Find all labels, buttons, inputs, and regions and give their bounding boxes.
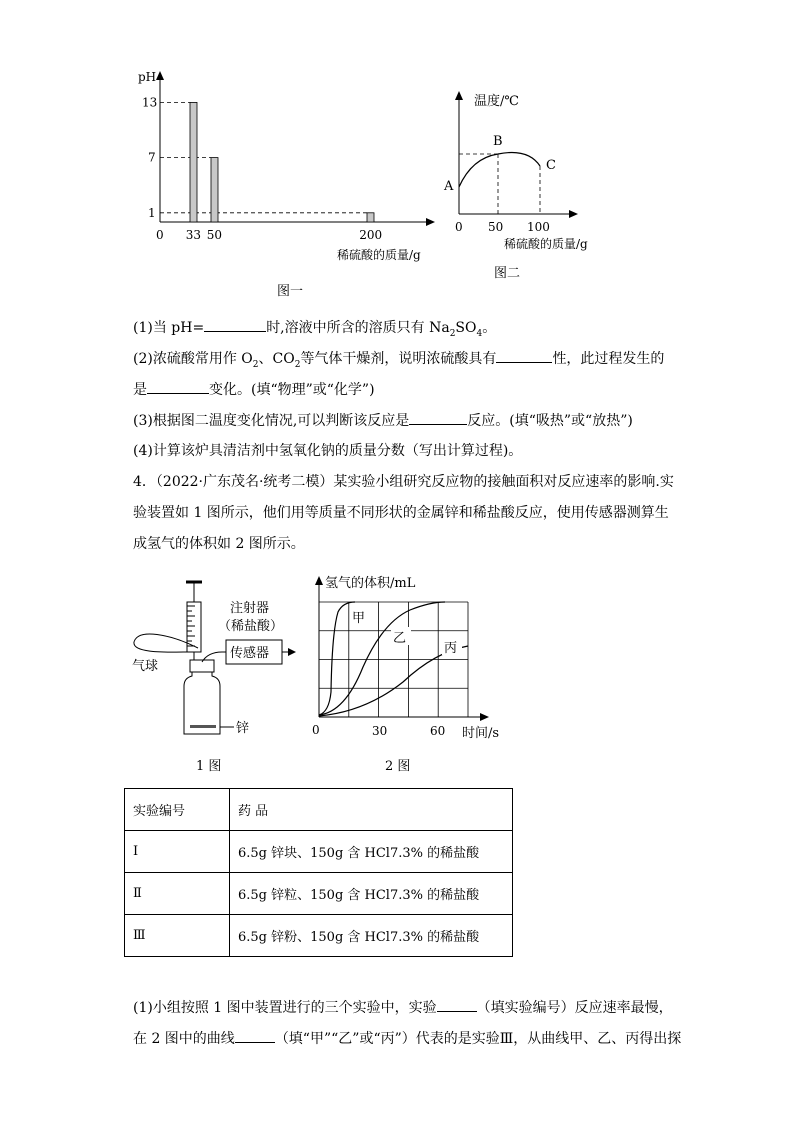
row-3-reagent: 6.5g 锌粉、150g 含 HCl7.3% 的稀盐酸 — [230, 915, 513, 957]
followup-text-c: 在 2 图中的曲线 — [133, 1031, 235, 1047]
balloon-label: 气球 — [132, 659, 159, 674]
zinc-label: 锌 — [236, 721, 250, 736]
q2-text-d: 性，此过程发生的 — [552, 351, 665, 367]
problem4-line2: 验装置如 1 图所示，他们用等质量不同形状的金属锌和稀盐酸反应，使用传感器测算生 — [133, 505, 669, 521]
h2-y-arrow — [315, 576, 323, 585]
ph-bar-chart — [130, 66, 450, 306]
row-2-id: Ⅱ — [125, 873, 230, 915]
row-1-id: I — [125, 831, 230, 873]
point-c-label: C — [546, 158, 556, 173]
ph-y-tick-13: 13 — [142, 95, 158, 110]
ph-x-tick-50: 50 — [206, 228, 223, 242]
temp-x-tick-50: 50 — [488, 220, 504, 234]
ph-bar-200 — [367, 213, 374, 222]
q3-answer-blank[interactable] — [409, 410, 467, 425]
ph-y-arrow — [156, 71, 164, 80]
sensor-arrow — [288, 648, 296, 656]
ph-origin-label: 0 — [156, 228, 164, 242]
q2-answer-blank-2[interactable] — [147, 379, 209, 394]
row-2-reagent: 6.5g 锌粒、150g 含 HCl7.3% 的稀盐酸 — [230, 873, 513, 915]
question-3 — [133, 410, 633, 431]
balloon-shape — [134, 634, 198, 652]
header-experiment-id: 实验编号 — [125, 789, 230, 831]
curve-jia-label: 甲 — [352, 611, 366, 626]
fig2-caption: 图二 — [494, 266, 521, 281]
q2-text-e: 是 — [133, 382, 147, 398]
point-b-label: B — [493, 134, 503, 149]
q2-text-b: 、CO — [258, 351, 295, 367]
table-header-row — [125, 789, 513, 831]
ph-y-tick-1: 1 — [148, 205, 156, 220]
hydrogen-volume-chart — [305, 572, 515, 780]
followup-text-a: (1)小组按照 1 图中装置进行的三个实验中，实验 — [133, 1000, 437, 1016]
q2-text-c: 等气体干燥剂，说明浓硫酸具有 — [300, 351, 497, 367]
q4-text: (4)计算该炉具清洁剂中氢氧化钠的质量分数（写出计算过程)。 — [133, 443, 523, 459]
curve-yi-label: 乙 — [393, 631, 407, 646]
followup-line2 — [133, 1028, 681, 1049]
ph-y-tick-7: 7 — [148, 150, 156, 165]
ph-x-arrow — [426, 218, 435, 226]
question-2-line2 — [133, 379, 375, 400]
q2-sub-b: 2 — [294, 359, 301, 370]
sensor-label: 传感器 — [230, 646, 270, 661]
header-reagent: 药 品 — [230, 789, 513, 831]
followup-blank-1[interactable] — [437, 997, 477, 1012]
h2-origin-label: 0 — [312, 723, 320, 737]
apparatus-caption: 1 图 — [196, 759, 222, 774]
temp-y-arrow — [455, 91, 463, 100]
ph-bar-50 — [211, 158, 218, 222]
temp-y-axis-label: 温度/℃ — [474, 94, 519, 109]
q2-sub-a: 2 — [252, 359, 259, 370]
point-a-label: A — [444, 179, 454, 194]
temp-origin-label: 0 — [455, 220, 463, 234]
curve-jia — [319, 602, 355, 715]
zinc-particles — [190, 725, 216, 728]
h2-x-axis-label: 时间/s — [462, 726, 500, 741]
h2-y-axis-label: 氢气的体积/mL — [325, 576, 416, 591]
question-2-line1 — [133, 348, 664, 375]
table-row — [125, 831, 513, 873]
table-row — [125, 915, 513, 957]
q1-sub-2: 2 — [449, 328, 456, 339]
table-row — [125, 873, 513, 915]
question-1 — [133, 317, 496, 344]
temp-x-arrow — [569, 210, 578, 218]
followup-text-b: （填实验编号）反应速率最慢， — [476, 1000, 673, 1016]
row-1-reagent: 6.5g 锌块、150g 含 HCl7.3% 的稀盐酸 — [230, 831, 513, 873]
syringe-barrel — [187, 602, 201, 652]
followup-line1 — [133, 997, 673, 1018]
temperature-curve — [459, 153, 540, 188]
q3-text-a: (3)根据图二温度变化情况,可以判断该反应是 — [133, 413, 410, 429]
q1-text-b: 时,溶液中所含的溶质只有 Na — [266, 320, 450, 336]
ph-bar-33 — [190, 102, 197, 222]
q1-text-a: (1)当 pH= — [133, 320, 205, 336]
h2-x-tick-30: 30 — [372, 724, 388, 738]
syringe-content-label: （稀盐酸） — [218, 619, 284, 634]
row-3-id: Ⅲ — [125, 915, 230, 957]
q1-text-d: 。 — [482, 320, 497, 336]
problem4-line1: 4．（2022·广东茂名·统考二模）某实验小组研究反应物的接触面积对反应速率的影响.实 — [133, 474, 674, 490]
ph-x-tick-200: 200 — [359, 228, 383, 242]
h2-chart-caption: 2 图 — [385, 759, 411, 774]
temp-x-axis-label: 稀硫酸的质量/g — [504, 237, 588, 251]
h2-x-arrow — [480, 713, 489, 721]
followup-text-d: （填“甲”“乙”或“丙”）代表的是实验Ⅲ，从曲线甲、乙、丙得出探 — [274, 1031, 682, 1047]
q1-text-c: SO — [455, 320, 477, 336]
apparatus-diagram — [130, 570, 300, 780]
ph-x-tick-33: 33 — [185, 228, 202, 242]
q1-answer-blank[interactable] — [204, 317, 266, 332]
flask — [184, 672, 220, 734]
curve-bing — [319, 646, 468, 716]
problem4-line3: 成氢气的体积如 2 图所示。 — [133, 536, 305, 552]
q1-sub-4: 4 — [476, 328, 483, 339]
q2-answer-blank-1[interactable] — [496, 348, 552, 363]
temperature-chart — [440, 86, 610, 286]
reagent-table — [124, 788, 513, 957]
q2-text-a: (2)浓硫酸常用作 O — [133, 351, 253, 367]
h2-x-tick-60: 60 — [430, 724, 446, 738]
temp-x-tick-100: 100 — [527, 220, 550, 234]
curve-bing-label: 丙 — [444, 641, 458, 656]
fig1-caption: 图一 — [277, 284, 304, 299]
q2-text-f: 变化。(填“物理”或“化学”) — [209, 382, 375, 398]
question-4 — [133, 441, 522, 461]
syringe-label: 注射器 — [230, 601, 270, 616]
followup-blank-2[interactable] — [235, 1028, 275, 1043]
curve-yi — [319, 602, 445, 715]
q3-text-b: 反应。(填“吸热”或“放热”) — [467, 413, 633, 429]
ph-x-axis-label: 稀硫酸的质量/g — [337, 248, 421, 262]
ph-y-axis-label: pH — [138, 70, 157, 84]
